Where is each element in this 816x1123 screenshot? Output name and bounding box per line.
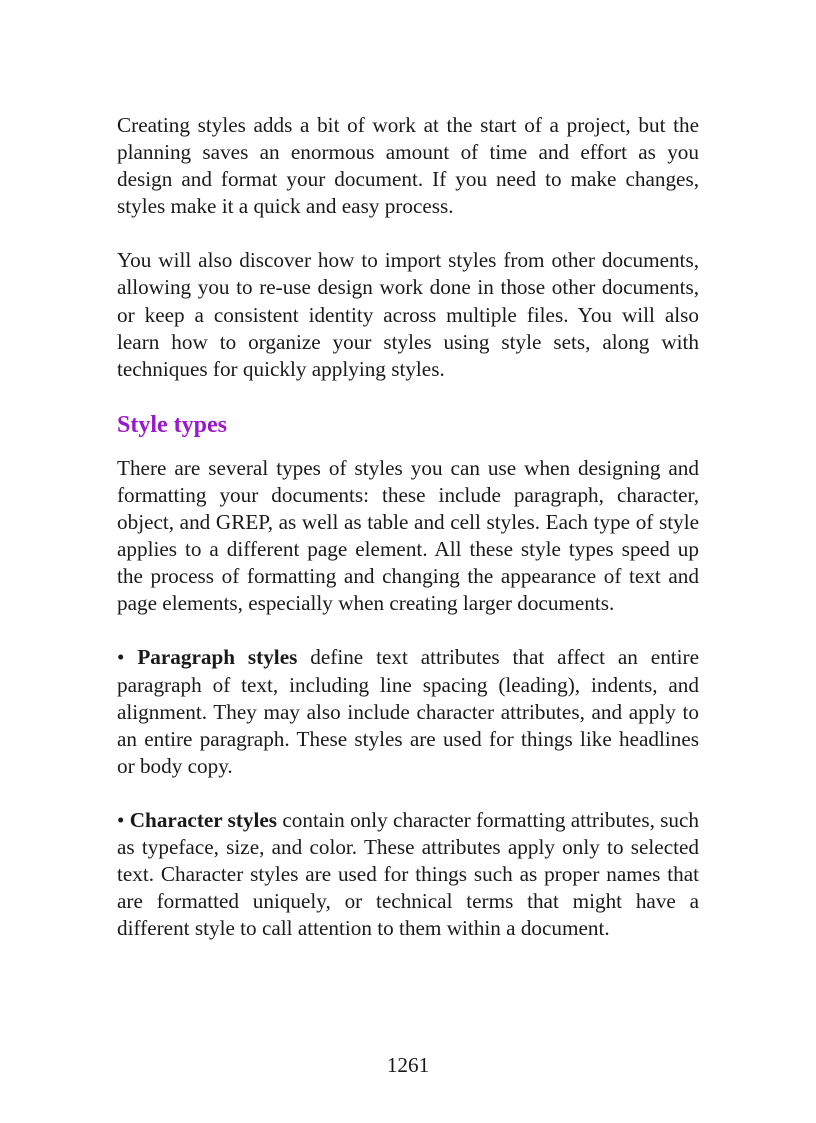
bullet-marker: • bbox=[117, 645, 125, 670]
bullet-text: contain only character formatting attributes, such as typeface, size, and color. These attributes apply only to selected text. Character styles are used for things such as proper names that are formatted uniquely, or technical terms that might have a different style to call attention to them within a document. bbox=[117, 807, 700, 941]
bullet-text: define text attributes that affect an entire paragraph of text, including line spacing (leading), indents, and alignment. They may also include character attributes, and apply to an entire paragraph. These styles are used for things like headlines or body copy. bbox=[117, 645, 700, 778]
section-heading: Style types bbox=[117, 411, 227, 438]
page-number: 1261 bbox=[386, 1053, 430, 1077]
bullet-paragraph-styles bbox=[117, 644, 699, 779]
bullet-term: Character styles bbox=[129, 807, 278, 832]
bullet-character-styles bbox=[117, 807, 699, 942]
bullet-term: Paragraph styles bbox=[137, 645, 298, 670]
page-content bbox=[117, 112, 699, 942]
paragraph-style-types-intro: There are several types of styles you can use when designing and formatting your documents: these include paragraph, character, object, and GREP, as well as table and cell styles. Each type of style applies to a different page element. All these style types speed up the process of formatting and changing the appearance of text and page elements, especially when creating larger documents. bbox=[117, 455, 699, 616]
paragraph-intro: Creating styles adds a bit of work at the start of a project, but the planning saves an enormous amount of time and effort as you design and format your document. If you need to make changes, styles make it a quick and easy process. bbox=[117, 113, 699, 219]
bullet-marker: • bbox=[117, 807, 125, 832]
paragraph-import-styles: You will also discover how to import styles from other documents, allowing you to re-use design work done in those other documents, or keep a consistent identity across multiple files. You will also learn how to organize your styles using style sets, along with techniques for quickly applying styles. bbox=[117, 248, 699, 381]
